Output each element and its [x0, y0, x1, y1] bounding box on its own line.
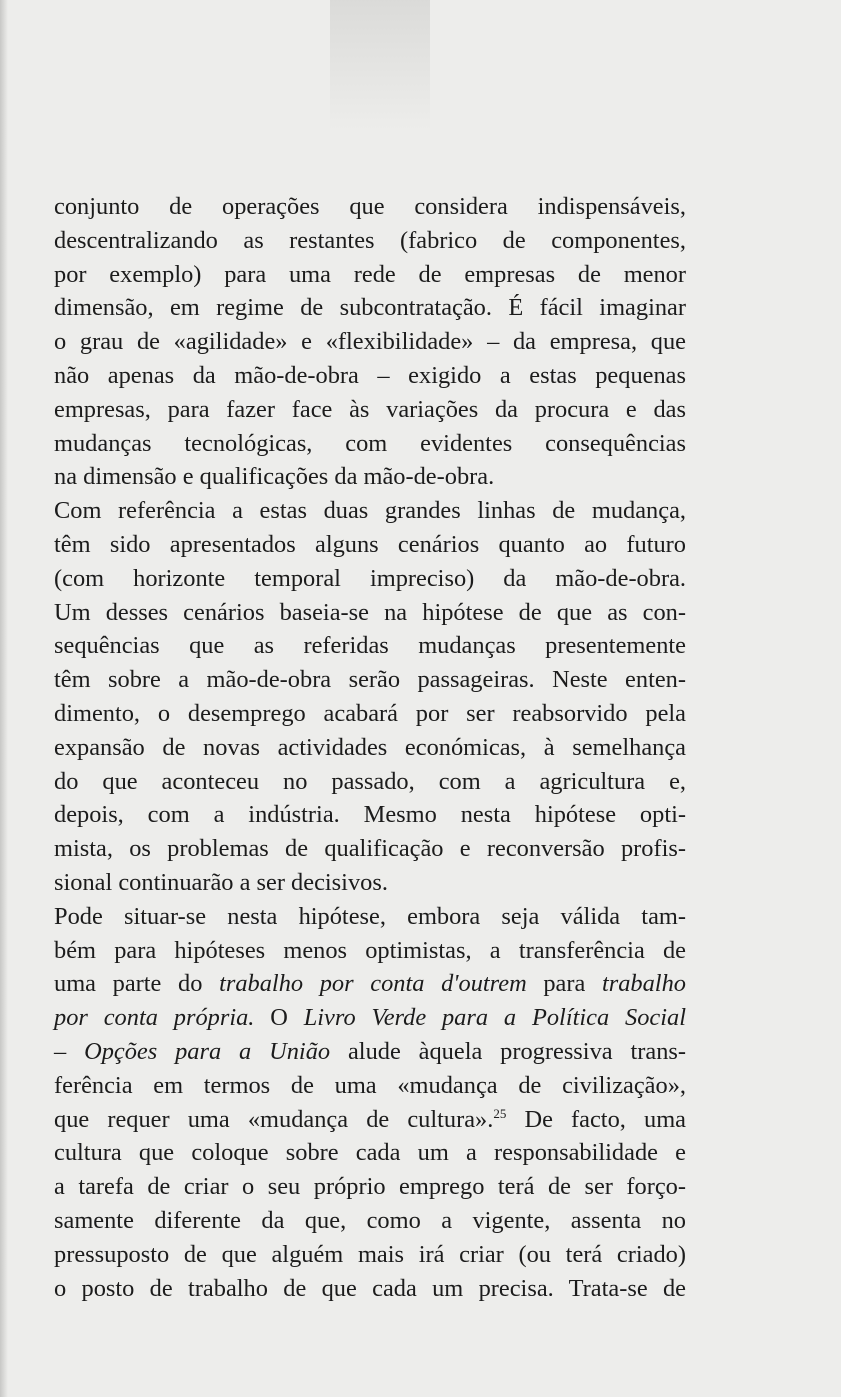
text-line: dimento, o desemprego acabará por ser reabsorvido pela — [54, 699, 686, 727]
italic-term: por conta própria. — [54, 1004, 255, 1032]
text-line: (com horizonte temporal impreciso) da mão-de-obra. — [54, 564, 686, 592]
text-line: mista, os problemas de qualificação e reconversão profis- — [54, 835, 686, 863]
text-line: do que aconteceu no passado, com a agricultura e, — [54, 767, 686, 795]
text-line: mudanças tecnológicas, com evidentes consequências — [54, 429, 686, 457]
italic-book-title: Opções para a União — [84, 1037, 331, 1065]
footnote-marker: 25 — [493, 1105, 507, 1121]
text-line: empresas, para fazer face às variações da procura e das — [54, 395, 686, 423]
text-line: bém para hipóteses menos optimistas, a transferência de — [54, 936, 686, 964]
text-line: samente diferente da que, como a vigente, assenta no — [54, 1206, 686, 1234]
show-through-smudge — [330, 0, 430, 130]
text-line — [54, 967, 686, 1001]
text-line: cultura que coloque sobre cada um a responsabilidade e — [54, 1139, 686, 1167]
text-line: expansão de novas actividades económicas, à semelhança — [54, 733, 686, 761]
text-line: Pode situar-se nesta hipótese, embora seja válida tam- — [54, 902, 686, 930]
text-line: Com referência a estas duas grandes linhas de mudança, — [54, 497, 686, 525]
text-line — [54, 1103, 686, 1137]
text-line — [54, 1035, 686, 1069]
text-line: descentralizando as restantes (fabrico de componentes, — [54, 226, 686, 254]
text-line: Um desses cenários baseia-se na hipótese de que as con- — [54, 598, 686, 626]
text-line: têm sobre a mão-de-obra serão passageiras. Neste enten- — [54, 666, 686, 694]
italic-term: trabalho — [601, 970, 686, 998]
text-line: o posto de trabalho de que cada um precisa. Trata-se de — [54, 1274, 686, 1302]
text-fragment: uma parte do — [54, 970, 220, 998]
text-line: conjunto de operações que considera indispensáveis, — [54, 193, 686, 220]
text-fragment: De facto, uma — [506, 1105, 686, 1133]
text-line: não apenas da mão-de-obra – exigido a estas pequenas — [54, 361, 686, 389]
text-line: ferência em termos de uma «mudança de civilização», — [54, 1071, 686, 1099]
text-line: têm sido apresentados alguns cenários quanto ao futuro — [54, 530, 686, 558]
text-line: sional continuarão a ser decisivos. — [54, 868, 388, 896]
text-line: pressuposto de que alguém mais irá criar (ou terá criado) — [54, 1240, 686, 1268]
text-fragment: – — [54, 1037, 85, 1065]
text-fragment: O — [254, 1004, 304, 1032]
text-line: sequências que as referidas mudanças presentemente — [54, 632, 686, 660]
italic-book-title: Livro Verde para a Política Social — [303, 1004, 686, 1032]
text-fragment: para — [526, 970, 602, 998]
text-line — [54, 1001, 686, 1035]
text-line: dimensão, em regime de subcontratação. É fácil imaginar — [54, 294, 686, 322]
body-text — [54, 190, 686, 1305]
text-line: depois, com a indústria. Mesmo nesta hipótese opti- — [54, 801, 686, 829]
text-line: na dimensão e qualificações da mão-de-obra. — [54, 463, 495, 491]
text-line: a tarefa de criar o seu próprio emprego terá de ser forço- — [54, 1173, 686, 1201]
text-fragment: alude àquela progressiva trans- — [330, 1037, 687, 1065]
text-fragment: que requer uma «mudança de cultura». — [54, 1105, 494, 1133]
italic-term: trabalho por conta d'outrem — [219, 970, 527, 998]
text-line: o grau de «agilidade» e «flexibilidade» – da empresa, que — [54, 328, 686, 356]
text-line: por exemplo) para uma rede de empresas de menor — [54, 260, 686, 288]
page-gutter-shadow — [0, 0, 8, 1397]
